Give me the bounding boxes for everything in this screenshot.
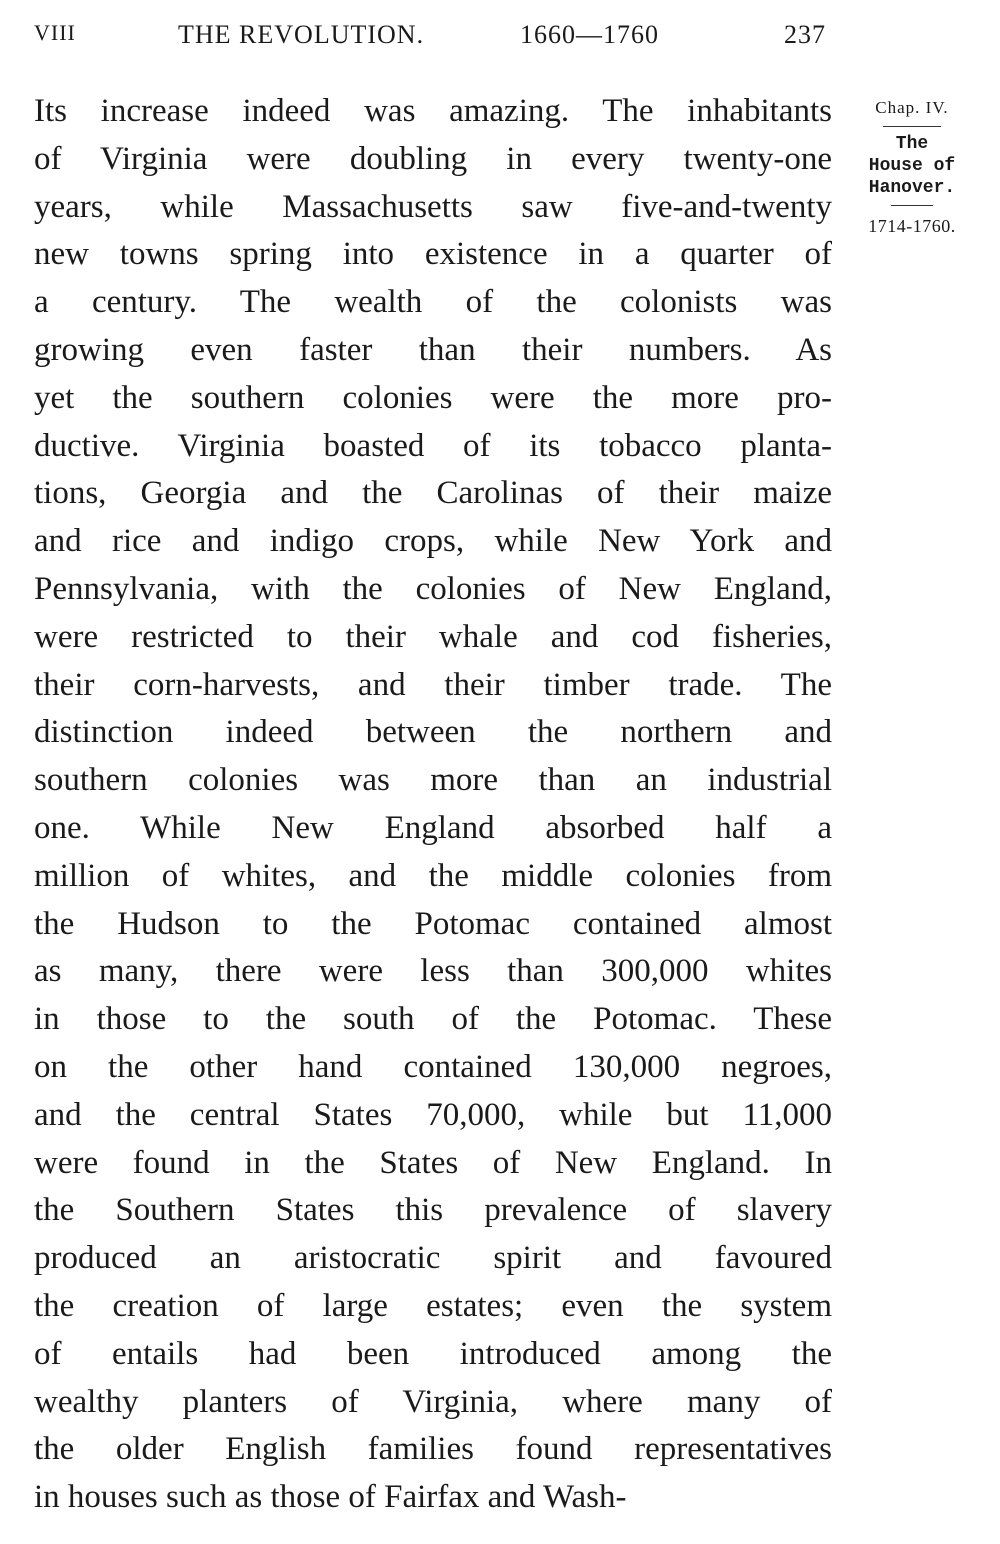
text-line: as many, there were less than 300,000 whites bbox=[34, 953, 832, 990]
margin-note bbox=[852, 98, 972, 237]
text-line: yet the southern colonies were the more pro- bbox=[34, 379, 832, 416]
text-line: produced an aristocratic spirit and favoured bbox=[34, 1240, 832, 1277]
sidenote-years: 1714-1760. bbox=[868, 216, 956, 236]
text-line: and the central States 70,000, while but 11,000 bbox=[34, 1096, 832, 1133]
text-line: on the other hand contained 130,000 negroes, bbox=[34, 1048, 832, 1085]
text-line: the older English families found representatives bbox=[34, 1431, 832, 1468]
text-line: southern colonies was more than an industrial bbox=[34, 762, 832, 799]
text-line: were found in the States of New England. In bbox=[34, 1144, 832, 1181]
sidenote-section bbox=[852, 133, 972, 199]
running-header bbox=[34, 20, 834, 60]
text-line: years, while Massachusetts saw five-and-twenty bbox=[34, 188, 832, 225]
sidenote-chapter: Chap. IV. bbox=[875, 98, 949, 117]
sidenote-section-line: The bbox=[895, 134, 929, 154]
body-text bbox=[34, 88, 832, 1522]
text-line: their corn-harvests, and their timber trade. The bbox=[34, 666, 832, 703]
text-line: new towns spring into existence in a quarter of bbox=[34, 236, 832, 273]
text-line: in those to the south of the Potomac. These bbox=[34, 1001, 832, 1038]
sidenote-section-line: House of bbox=[868, 156, 956, 176]
text-line: wealthy planters of Virginia, where many of bbox=[34, 1383, 832, 1420]
text-line: the creation of large estates; even the system bbox=[34, 1287, 832, 1324]
text-line: in houses such as those of Fairfax and Wash- bbox=[34, 1479, 627, 1516]
sidenote-rule bbox=[891, 205, 933, 206]
text-line: tions, Georgia and the Carolinas of their maize bbox=[34, 475, 832, 512]
text-line: and rice and indigo crops, while New York and bbox=[34, 523, 832, 560]
text-line: distinction indeed between the northern and bbox=[34, 714, 832, 751]
header-volume: VIII bbox=[34, 20, 76, 45]
sidenote-section-line: Hanover. bbox=[868, 178, 956, 198]
header-years: 1660—1760 bbox=[520, 20, 659, 49]
text-line: of Virginia were doubling in every twenty-one bbox=[34, 140, 832, 177]
text-line: the Southern States this prevalence of slavery bbox=[34, 1192, 832, 1229]
text-line: million of whites, and the middle colonies from bbox=[34, 857, 832, 894]
page-number: 237 bbox=[784, 20, 826, 49]
text-line: ductive. Virginia boasted of its tobacco planta- bbox=[34, 427, 832, 464]
text-line: a century. The wealth of the colonists was bbox=[34, 284, 832, 321]
text-line: of entails had been introduced among the bbox=[34, 1335, 832, 1372]
text-line: growing even faster than their numbers. As bbox=[34, 331, 832, 368]
text-line: Its increase indeed was amazing. The inhabitants bbox=[34, 93, 832, 129]
text-line: Pennsylvania, with the colonies of New England, bbox=[34, 570, 832, 607]
header-title: THE REVOLUTION. bbox=[178, 20, 425, 49]
text-line: one. While New England absorbed half a bbox=[34, 809, 832, 846]
text-line: the Hudson to the Potomac contained almost bbox=[34, 905, 832, 942]
sidenote-rule bbox=[883, 126, 941, 127]
text-line: were restricted to their whale and cod fisheries, bbox=[34, 618, 832, 655]
